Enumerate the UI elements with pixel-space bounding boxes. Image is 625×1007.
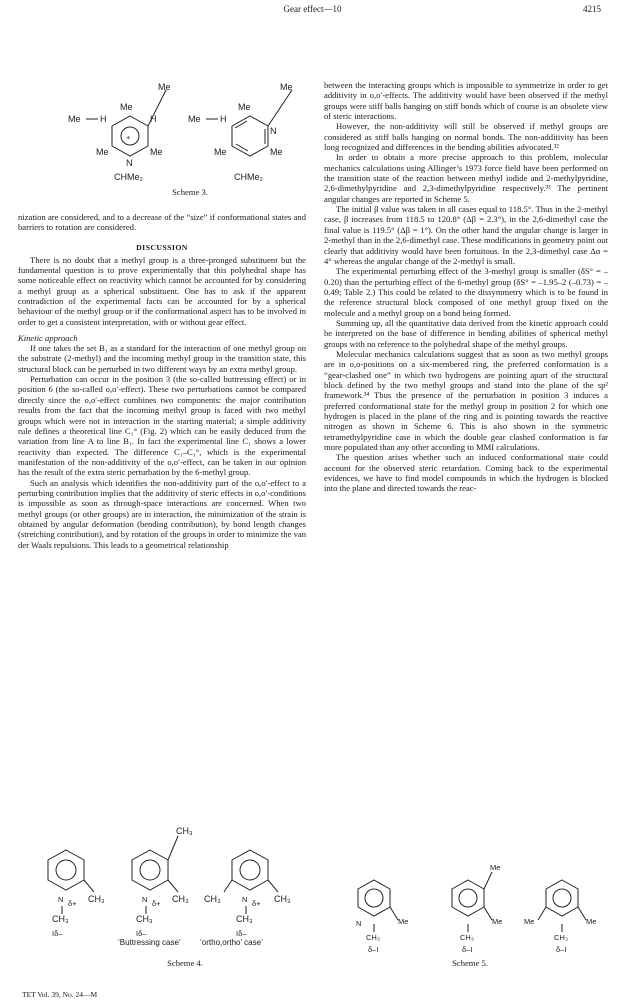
right-paragraph-7: Molecular mechanics calculations suggest that as soon as two methyl groups are in o,o-positions on a six-membered ring, the preferred conformation is a “gear-clashed one” in which two hydrogens are pointing apart of the structural block defined by the two methyl groups and stand into the plane of the sp² framework.³⁴ Thus the presence of the perturbation in position 3 induces a preferred conformational state for the methyl group in position 2 for which one hydrogen is placed in the plane of the ring and is pointing towards the reactive nitrogen as shown in Scheme 6. This is also shown in the symmetric tetramethylpyridine case in which the double gear clashed conformation is far more populated than any other according to MMI calculations. [324, 348, 608, 453]
methyl-label: CH₃ [274, 894, 291, 904]
methyl-label: CH₃ [204, 894, 221, 904]
methyl-label: CH₃ [176, 826, 193, 836]
right-paragraph-1: between the interacting groups which is impossible to symmetrize in order to get additivity in o,o′-effects. The additivity would have been observed if the methyl groups were stiff balls hanging on stiff bonds which of course is an obsolete view of steric interactions. [324, 80, 608, 122]
kinetic-approach-heading: Kinetic approach [18, 333, 78, 344]
scheme-5-molecule-2 [452, 863, 502, 954]
isopropyl-label: CHMe₂ [234, 172, 263, 182]
scheme-4-caption: Scheme 4. [167, 958, 203, 968]
right-paragraph-4: The initial β value was taken in all cases equal to 118.5°. Thus in the 2-methyl case, β increases from 118.5 to 120.8° (Δβ = 2.3°), in the 2,6-dimethyl case the final value is 119.5° (Δβ = 1°). On the other hand the angular change is larger in 2-methyl than in the 2,6-dimethyl case. These modifications in geometry point out clearly that additivity would have been fortuitous. In the 2,3-dimethyl case Δα = 4° whereas the angular change of the 2-methyl is small. [324, 204, 608, 266]
iodide-label: Iδ– [136, 929, 147, 938]
methyl-label: CH₃ [52, 914, 69, 924]
methyl-label: CH₃ [136, 914, 153, 924]
left-column [18, 212, 306, 550]
intro-paragraph: nization are considered, and to a decrease of the “size” if conformational states and barriers to rotation are considered. [18, 212, 306, 233]
ortho-ortho-case-label: ‘ortho,ortho’ case’ [200, 938, 263, 947]
partial-charge-label: δ+ [152, 899, 161, 908]
partial-charge-label: δ+ [252, 899, 261, 908]
methyl-label: CH₃ [236, 914, 253, 924]
methyl-label: CH₃ [460, 933, 474, 942]
hydrogen-label: H [150, 114, 157, 124]
kinetic-paragraph-2: Perturbation can occur in the position 3 (the so-called buttressing effect) or in position 6 (the so-called o,o′-effect). These two perturbations cannot be compared directly since the o,o′-effect combines two components: the major contribution results from the fact that the incoming methyl group is faced with two methyl groups which were not in interaction in the starting material; a simple additivity rule defines a theoretical line C₁° (Fig. 2) which can be easily deduced from the variation from line A to line B₁. In fact the experimental line C₁ shows a lower reactivity than expected. The difference C₁–C₁°, which is the experimental manifestation of the non-additivity of the o,o′-effect, can be taken in our opinion has the result of the extra steric perturbation by the 6-methyl group. [18, 374, 306, 478]
right-paragraph-6: Summing up, all the quantitative data derived from the kinetic approach could be interpreted on the base of difference in bending abilities of spherical methyl groups with no reference to the polyhedral shape of the methyl groups. [324, 317, 608, 349]
scheme-3-right-molecule [188, 82, 293, 182]
nitrogen-label: N [270, 126, 277, 136]
discussion-heading: DISCUSSION [136, 242, 188, 252]
scheme-4-molecule-2 [132, 826, 193, 938]
nitrogen-label: N [356, 919, 362, 928]
kinetic-paragraph-3: Such an analysis which identifies the non-additivity part of the o,o′-effect to a perturbing contribution implies that the additivity of steric effects in o,o′-conditions is impossible as soon as through-space interactions are concerned. When two methyl groups (or other groups) are in interaction, the minimization of the strain is obtained by angular deformation (bending contribution), by bond length changes (stretching contribution), and by rotation of the groups in order to minimize the van der Waals repulsions. This leads to a geometrical relationship [18, 477, 306, 550]
methyl-label: Me [238, 102, 251, 112]
methyl-label: Me [158, 82, 171, 92]
methyl-label: CH₃ [88, 894, 105, 904]
right-paragraph-8: The question arises whether such an induced conformational state could account for the observed steric retardation. Coming back to the experimental evidences, we have to find model compounds in which the hydrogen is blocked into the plane and directed towards the reac- [324, 452, 608, 494]
scheme-3-structures [58, 82, 320, 190]
methyl-label: Me [188, 114, 201, 124]
scheme-3-left-molecule [68, 82, 171, 182]
scheme-5-structures [340, 862, 610, 954]
methyl-label: Me [270, 147, 283, 157]
right-paragraph-5: The experimental perturbing effect of the 3-methyl group is smaller (δS° = –0.20) than the perturbing effect of the 6-methyl group (δS° = –1.95–2 (–0.73) = –0.49; Table 2.) This could be related to the dissymmetry which is to be found in the reference structural block composed of one methyl group fixed on the molecule and a methyl group on a bond being formed. [324, 266, 608, 318]
hydrogen-label: H [220, 114, 227, 124]
nitrogen-label: N [58, 895, 64, 904]
methyl-label: CH₃ [172, 894, 189, 904]
scheme-3-caption: Scheme 3. [172, 187, 208, 197]
positive-charge: + [126, 133, 131, 142]
nitrogen-label: N [142, 895, 148, 904]
hydrogen-label: H [100, 114, 107, 124]
right-paragraph-2: However, the non-additivity will still be observed if methyl groups are considered as stiff balls hanging on normal bonds. The non-additivity has been long recognized and differences in the bending abilities advocated.³² [324, 121, 608, 153]
iodide-label: Iδ– [236, 929, 247, 938]
methyl-label: Me [280, 82, 293, 92]
scheme-5-molecule-3 [524, 880, 596, 954]
iodide-label: δ–I [368, 945, 379, 954]
methyl-label: Me [96, 147, 109, 157]
methyl-label: Me [120, 102, 133, 112]
discussion-paragraph: There is no doubt that a methyl group is a three-pronged substituent but the fundamental question is to prove experimentally that this polyhedral shape has some noticeable effect on reactivity which cannot be accounted for by considering a methyl group as a spherical substituent. One has to ask if the apparent contradiction of the experimental facts can be accounted for by a spherical behaviour of the methyl group or if the conformational aspect has to be involved in order to get a consistent interpretation, with or without gear effect. [18, 254, 306, 327]
scheme-4-structures [28, 822, 318, 952]
journal-footer: TET Vol. 39, No. 24—M [22, 990, 98, 999]
methyl-label: Me [492, 917, 503, 926]
methyl-label: Me [586, 917, 597, 926]
methyl-label: CH₃ [366, 933, 380, 942]
right-paragraph-3: In order to obtain a more precise approach to this problem, molecular mechanics calculations using Allinger’s 1973 force field have been performed on the transition state of the reaction between methyl iodide and 2-methylpyridine, 2,6-dimethylpyridine and 2,3-dimethylpyridine respectively.³³ The pertinent angular changes are reported in Scheme 5. [324, 152, 608, 204]
iodide-label: Iδ– [52, 929, 63, 938]
running-title: Gear effect—10 [283, 4, 342, 14]
methyl-label: Me [398, 917, 409, 926]
methyl-label: Me [490, 863, 501, 872]
methyl-label: CH₃ [554, 933, 568, 942]
scheme-5-molecule-1 [356, 880, 408, 954]
nitrogen-label: N [242, 895, 248, 904]
iodide-label: δ–I [556, 945, 567, 954]
methyl-label: Me [150, 147, 163, 157]
right-column [324, 80, 608, 494]
scheme-4-molecule-1 [48, 850, 105, 938]
nitrogen-label: N [126, 158, 133, 168]
iodide-label: δ–I [462, 945, 473, 954]
isopropyl-label: CHMe₂ [114, 172, 143, 182]
methyl-label: Me [524, 917, 535, 926]
buttressing-case-label: ‘Buttressing case’ [118, 938, 181, 947]
methyl-label: Me [68, 114, 81, 124]
scheme-4-molecule-3 [204, 850, 291, 938]
page-number: 4215 [583, 4, 601, 14]
methyl-label: Me [214, 147, 227, 157]
partial-charge-label: δ+ [68, 899, 77, 908]
scheme-5-caption: Scheme 5. [452, 958, 488, 968]
kinetic-paragraph-1: If one takes the set B₁ as a standard for the interaction of one methyl group on the substrate (2-methyl) and the incoming methyl group in the transition state, this structural block can be perturbed in two different ways by an extra methyl group. [18, 343, 306, 374]
